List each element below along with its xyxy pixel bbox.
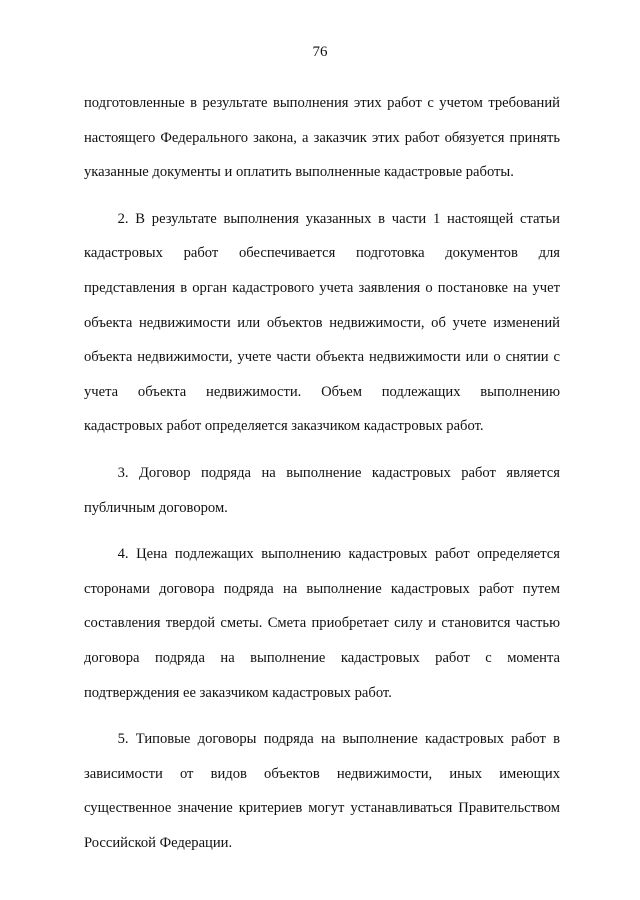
document-body [84,86,560,872]
paragraph-item-3: 3. Договор подряда на выполнение кадастровых работ является публичным договором. [84,464,560,516]
paragraph-continuation: подготовленные в результате выполнения этих работ с учетом требований настоящего Федерального закона, а заказчик этих работ обязуется принять указанные документы и оплатить выполненные кадастровые работы. [84,95,560,181]
page-number: 76 [312,44,328,60]
paragraph-item-5: 5. Типовые договоры подряда на выполнение кадастровых работ в зависимости от видов объектов недвижимости, иных имеющих существенное значение критериев могут устанавливаться Правительством Российской Федерации. [84,731,560,851]
paragraph-item-2: 2. В результате выполнения указанных в части 1 настоящей статьи кадастровых работ обеспечивается подготовка документов для представления в орган кадастрового учета заявления о постановке на учет объекта недвижимости или объектов недвижимости, об учете изменений объекта недвижимости, учете части объекта недвижимости или о снятии с учета объекта недвижимости. Объем подлежащих выполнению кадастровых работ определяется заказчиком кадастровых работ. [84,210,560,435]
paragraph-item-4: 4. Цена подлежащих выполнению кадастровых работ определяется сторонами договора подряда на выполнение кадастровых работ путем составления твердой сметы. Смета приобретает силу и становится частью договора подряда на выполнение кадастровых работ с момента подтверждения ее заказчиком кадастровых работ. [84,546,560,701]
